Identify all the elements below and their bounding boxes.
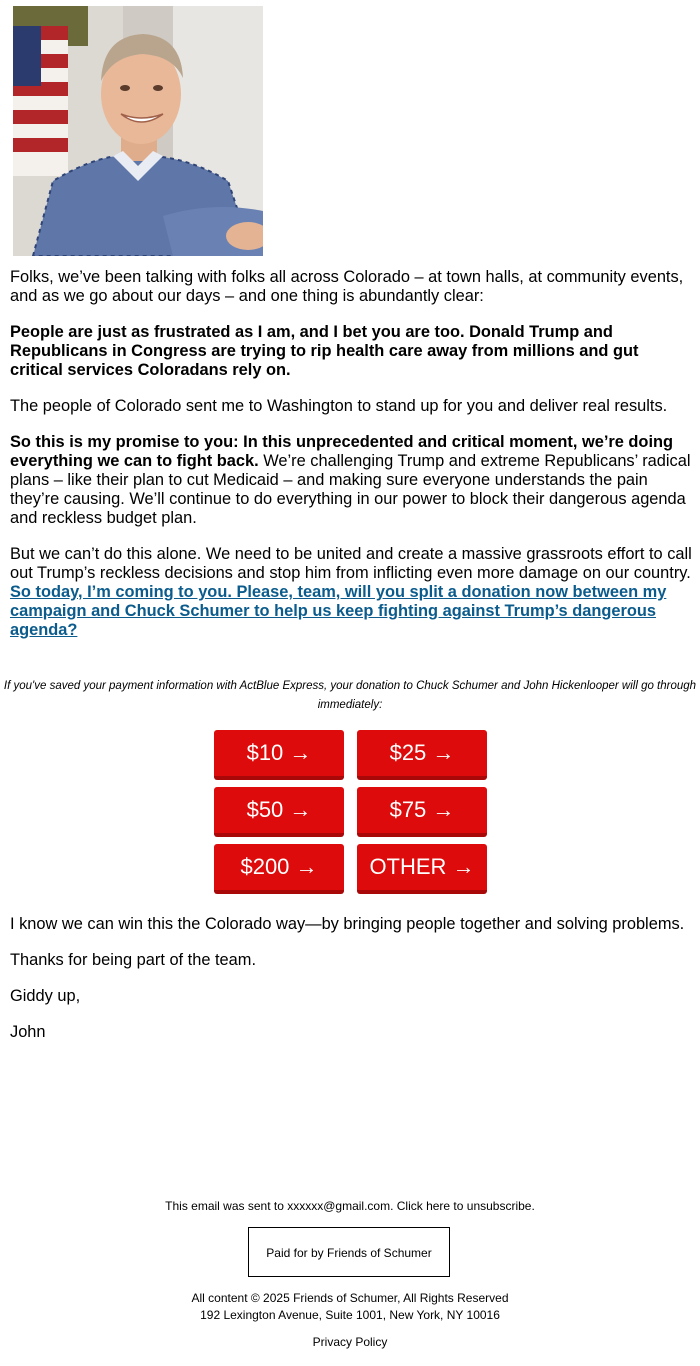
signature: John xyxy=(10,1023,46,1041)
email-closing xyxy=(10,915,692,1059)
donate-50-button[interactable]: $50 → xyxy=(214,787,344,837)
paid-for-disclaimer: Paid for by Friends of Schumer xyxy=(248,1227,450,1277)
donate-10-button[interactable]: $10 → xyxy=(214,730,344,780)
unsubscribe-line[interactable]: This email was sent to xxxxxx@gmail.com. Click here to unsubscribe. xyxy=(165,1199,535,1213)
donate-75-button[interactable]: $75 → xyxy=(357,787,487,837)
paragraph-frustration xyxy=(10,323,692,380)
candidate-portrait-image xyxy=(13,6,263,256)
closing-paragraph: I know we can win this the Colorado way—by bringing people together and solving problems. xyxy=(10,915,685,933)
signoff-line: Giddy up, xyxy=(10,987,81,1005)
bold-statement: People are just as frustrated as I am, and I bet you are too. Donald Trump and Republicans in Congress are trying to rip health care away from millions and gut critical services Coloradans rely on. xyxy=(10,323,639,379)
thanks-line: Thanks for being part of the team. xyxy=(10,951,256,969)
donation-ask-link[interactable]: So today, I’m coming to you. Please, team, will you split a donation now between my campaign and Chuck Schumer to help us keep fighting against Trump’s dangerous agenda? xyxy=(10,583,667,639)
donate-25-button[interactable]: $25 → xyxy=(357,730,487,780)
actblue-disclaimer: If you've saved your payment information with ActBlue Express, your donation to Chuck Schumer and John Hickenlooper will go through immediately: xyxy=(3,680,697,711)
privacy-policy-link[interactable]: Privacy Policy xyxy=(312,1335,388,1349)
donate-200-button[interactable]: $200 → xyxy=(214,844,344,894)
donate-other-button[interactable]: OTHER → xyxy=(357,844,487,894)
ask-text: But we can’t do this alone. We need to be united and create a massive grassroots effort to call out Trump’s reckless decisions and stop him from inflicting even more damage on our country. xyxy=(10,545,692,582)
copyright-line: All content © 2025 Friends of Schumer, All Rights Reserved xyxy=(191,1291,509,1305)
promise-rest: We’re challenging Trump and extreme Republicans’ radical plans – like their plan to cut Medicaid – and making sure everyone understands the pain they’re causing. We’ll continue to do everything in our power to block their dangerous agenda and reckless budget plan. xyxy=(10,452,691,527)
paragraph-promise xyxy=(10,433,692,528)
promise-bold: So this is my promise to you: In this unprecedented and critical moment, we’re doing everything we can to fight back. xyxy=(10,433,674,470)
candidate-photo xyxy=(13,6,263,256)
paragraph-ask xyxy=(10,545,692,640)
paragraph-colorado: The people of Colorado sent me to Washington to stand up for you and deliver real results. xyxy=(10,397,668,415)
email-body xyxy=(10,268,692,657)
address-line: 192 Lexington Avenue, Suite 1001, New York, NY 10016 xyxy=(200,1308,500,1322)
paragraph-intro: Folks, we’ve been talking with folks all across Colorado – at town halls, at community events, and as we go about our days – and one thing is abundantly clear: xyxy=(10,268,684,305)
